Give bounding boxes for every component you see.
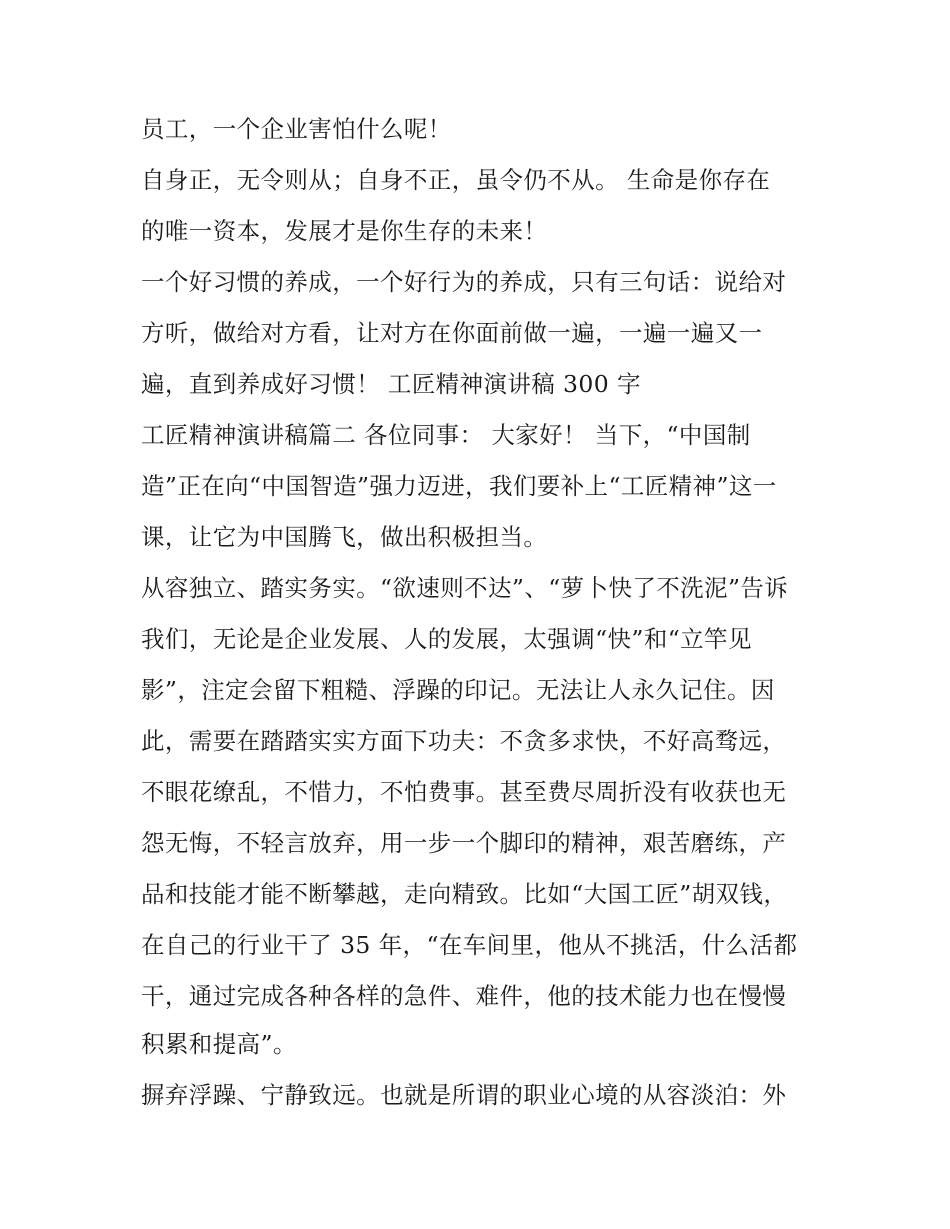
text-line: 品和技能才能不断攀越，走向精致。比如“大国工匠”胡双钱， (141, 880, 788, 908)
text-line: 造”正在向“中国智造”强力迈进，我们要补上“工匠精神”这一 (141, 472, 777, 500)
text-line: 员工，一个企业害怕什么呢！ (141, 115, 452, 143)
text-line: 摒弃浮躁、宁静致远。也就是所谓的职业心境的从容淡泊：外 (141, 1081, 787, 1109)
text-line: 课，让它为中国腾飞，做出积极担当。 (141, 523, 548, 551)
text-line: 干，通过完成各种各样的急件、难件，他的技术能力也在慢慢 (141, 982, 787, 1010)
text-line: 怨无悔，不轻言放弃，用一步一个脚印的精神，艰苦磨练，产 (141, 829, 787, 857)
text-line: 遍，直到养成好习惯！ 工匠精神演讲稿 300 字 (141, 370, 641, 398)
text-line: 在自己的行业干了 35 年，“在车间里，他从不挑活，什么活都 (141, 931, 798, 959)
text-line: 此，需要在踏踏实实方面下功夫：不贪多求快，不好高骛远， (141, 727, 787, 755)
text-line: 的唯一资本，发展才是你生存的未来！ (141, 217, 548, 245)
text-line: 影”，注定会留下粗糙、浮躁的印记。无法让人永久记住。因 (141, 676, 775, 704)
text-line: 不眼花缭乱，不惜力，不怕费事。甚至费尽周折没有收获也无 (141, 778, 787, 806)
text-line: 我们，无论是企业发展、人的发展，太强调“快”和“立竿见 (141, 625, 752, 653)
text-line: 积累和提高”。 (141, 1030, 297, 1058)
text-line: 自身正，无令则从；自身不正，虽令仍不从。 生命是你存在 (141, 166, 771, 194)
text-line: 从容独立、踏实务实。“欲速则不达”、“萝卜快了不洗泥”告诉 (141, 574, 789, 602)
text-line: 工匠精神演讲稿篇二 各位同事： 大家好！ 当下，“中国制 (141, 421, 751, 449)
text-line: 一个好习惯的养成，一个好行为的养成，只有三句话：说给对 (141, 268, 787, 296)
text-line: 方听，做给对方看，让对方在你面前做一遍，一遍一遍又一 (141, 319, 763, 347)
